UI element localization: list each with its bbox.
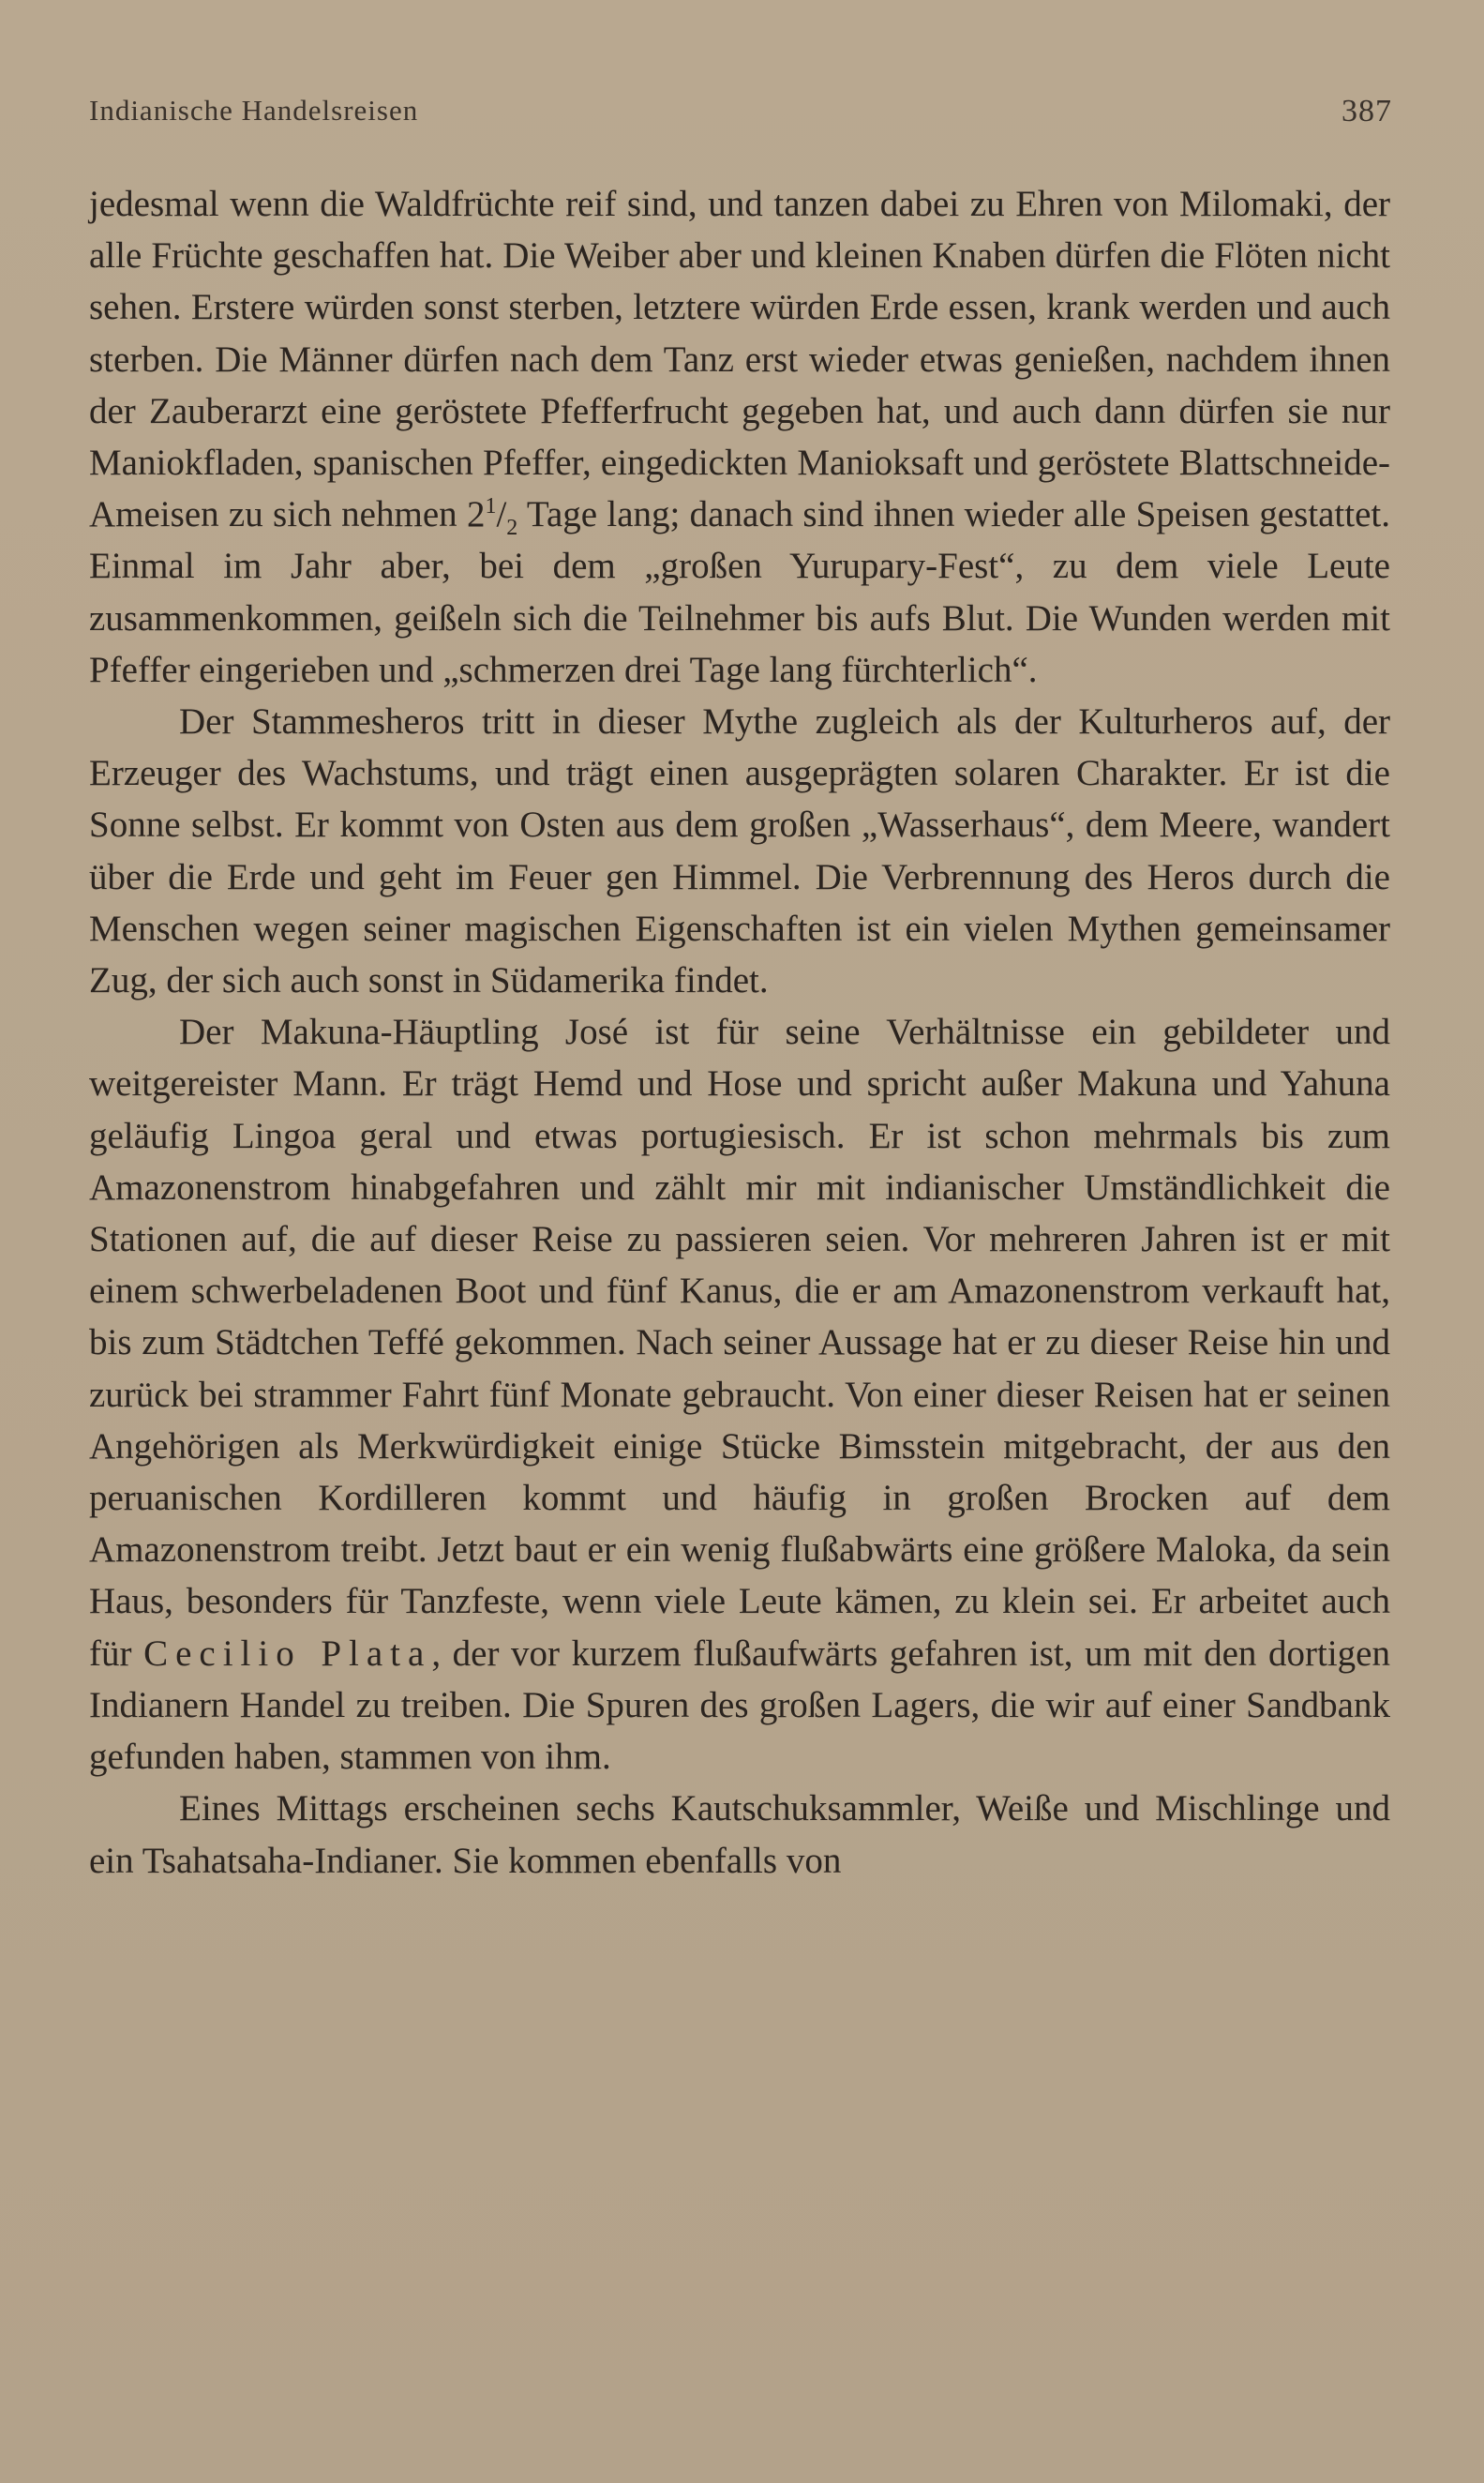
body-text [89,178,1390,1887]
running-head [89,94,1392,135]
fraction-denominator: 2 [506,516,518,541]
paragraph-3-text-b: , der vor kurzem flußaufwärts gefahren ist, um mit den dortigen Indianern Handel zu treiben. Die Spuren des großen Lagers, die wir auf einer Sandbank gefunden haben, stammen von ihm. [89,1633,1390,1778]
page-number: 387 [1342,94,1392,128]
paragraph-3-text-a: Der Makuna-Häuptling José ist für seine Verhältnisse ein gebildeter und weitgereister Mann. Er trägt Hemd und Hose und spricht außer Makuna und Yahuna geläufig Lingoa geral und etwas portugiesisch. Er ist schon mehrmals bis zum Amazonenstrom hinabgefahren und zählt mir mit indianischer Umständlichkeit die Stationen auf, die auf dieser Reise zu passieren seien. Vor mehreren Jahren ist er mit einem schwerbeladenen Boot und fünf Kanus, die er am Amazonenstrom verkauft hat, bis zum Städtchen Teffé gekommen. Nach seiner Aussage hat er zu dieser Reise hin und zurück bei strammer Fahrt fünf Monate gebraucht. Von einer dieser Reisen hat er seinen Angehörigen als Merkwürdigkeit einige Stücke Bimsstein mitgebracht, der aus den peruanischen Kordilleren kommt und häufig in großen Brocken auf dem Amazonenstrom treibt. Jetzt baut er ein wenig flußabwärts eine größere Maloka, da sein Haus, besonders für Tanzfeste, wenn viele Leute kämen, zu klein sei. Er arbeitet auch für [89,1012,1390,1674]
fraction-whole: 2 [466,494,486,535]
paragraph-4: Eines Mittags erscheinen sechs Kautschuksammler, Weiße und Mischlinge und ein Tsahatsaha-Indianer. Sie kommen ebenfalls von [89,1788,1390,1881]
paragraph-3 [89,1006,1390,1783]
fraction-numerator: 1 [485,494,497,519]
paragraph-1: jedesmal wenn die Waldfrüchte reif sind, und tanzen dabei zu Ehren von Milomaki, der alle Früchte geschaffen hat. Die Weiber aber und kleinen Knaben dürfen die Flöten nicht sehen. Erstere würden sonst sterben, letztere würden Erde essen, krank werden und auch sterben. Die Männer dürfen nach dem Tanz erst wieder etwas genießen, nachdem ihnen der Zauberarzt eine geröstete Pfefferfrucht gegeben hat, und auch dann dürfen sie nur Maniokfladen, spanischen Pfeffer, eingedickten Manioksaft und geröstete Blattschneide-Ameisen zu sich nehmen $2^1/_2$ Tage lang; danach sind ihnen wieder alle Speisen gestattet. Einmal im Jahr aber, bei dem „großen Yurupary-Fest“, zu dem viele Leute zusammenkommen, geißeln sich die Teilnehmer bis aufs Blut. Die Wunden werden mit Pfeffer eingerieben und „schmerzen drei Tage lang fürchterlich“. [89,184,1390,690]
running-head-title: Indianische Handelsreisen [89,94,419,127]
paragraph-1-text-a: jedesmal wenn die Waldfrüchte reif sind, und tanzen dabei zu Ehren von Milomaki, der alle Früchte geschaffen hat. Die Weiber aber und kleinen Knaben dürfen die Flöten nicht sehen. Erstere würden sonst sterben, letztere würden Erde essen, krank werden und auch sterben. Die Männer dürfen nach dem Tanz erst wieder etwas genießen, nachdem ihnen der Zauberarzt eine geröstete Pfefferfrucht gegeben hat, und auch dann dürfen sie nur Maniokfladen, spanischen Pfeffer, eingedickten Manioksaft und geröstete Blattschneide-Ameisen zu sich nehmen [89,184,1390,535]
spaced-person-name: Cecilio Plata [143,1633,432,1674]
paragraph-2: Der Stammesheros tritt in dieser Mythe zugleich als der Kulturheros auf, der Erzeuger des Wachstums, und trägt einen ausgeprägten solaren Charakter. Er ist die Sonne selbst. Er kommt von Osten aus dem großen „Wasserhaus“, dem Meere, wandert über die Erde und geht im Feuer gen Himmel. Die Verbrennung des Heros durch die Menschen wegen seiner magischen Eigenschaften ist ein vielen Mythen gemeinsamer Zug, der sich auch sonst in Südamerika findet. [89,701,1390,1001]
paragraph-1-text-b: Tage lang; danach sind ihnen wieder alle Speisen gestattet. Einmal im Jahr aber, bei dem „großen Yurupary-Fest“, zu dem viele Leute zusammenkommen, geißeln sich die Teilnehmer bis aufs Blut. Die Wunden werden mit Pfeffer eingerieben und „schmerzen drei Tage lang fürchterlich“. [89,494,1390,690]
